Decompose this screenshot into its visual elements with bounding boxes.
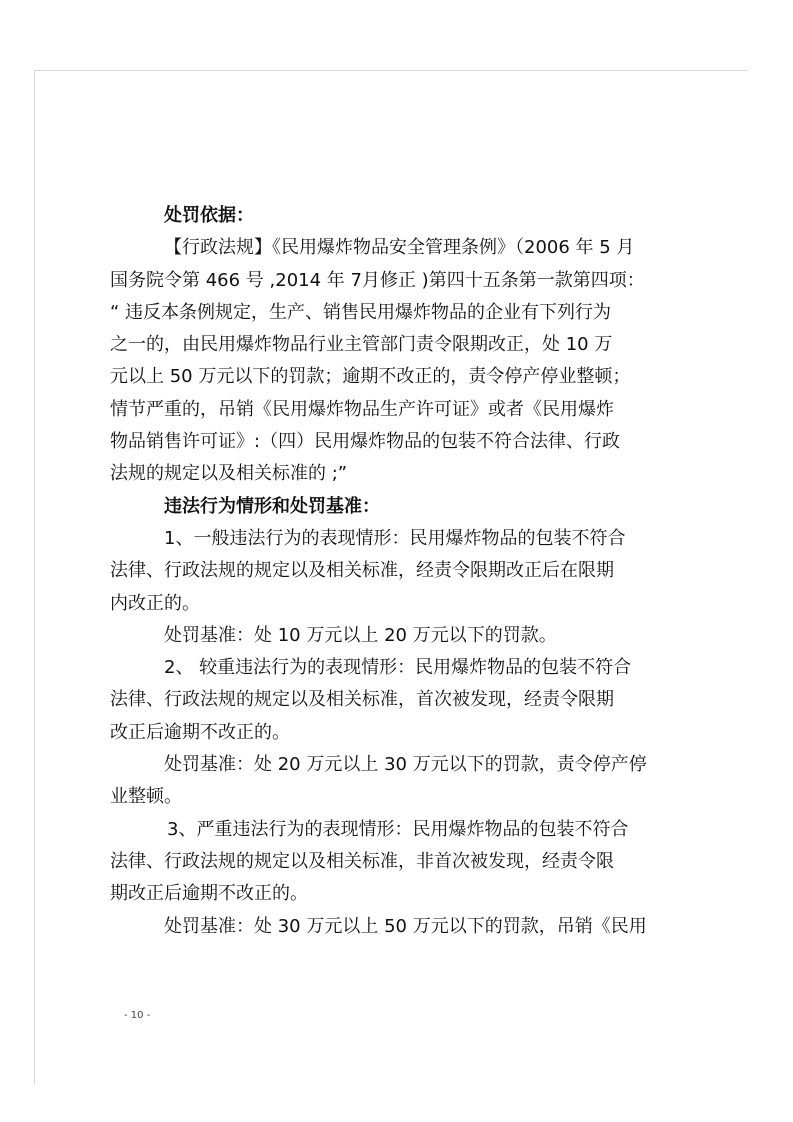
paragraph-line: 法律、行政法规的规定以及相关标准，经责令限期改正后在限期	[110, 560, 614, 582]
paragraph-line: 期改正后逾期不改正的。	[110, 883, 308, 905]
page-border-top	[34, 70, 748, 71]
paragraph-line: 法规的规定以及相关标准的 ;”	[110, 463, 348, 485]
paragraph-line: 之一的，由民用爆炸物品行业主管部门责令限期改正，处 10 万	[110, 334, 613, 356]
paragraph-line: 【行政法规】《民用爆炸物品安全管理条例》（2006 年 5 月	[164, 237, 635, 259]
paragraph-line: 处罚基准：处 30 万元以上 50 万元以下的罚款，吊销《民用	[164, 915, 647, 937]
paragraph-line: 3、严重违法行为的表现情形：民用爆炸物品的包装不符合	[167, 818, 629, 840]
paragraph-line: 国务院令第 466 号 ,2014 年 7月修正 )第四十五条第一款第四项：	[110, 269, 645, 291]
paragraph-line: 内改正的。	[110, 592, 200, 614]
paragraph-line: 业整顿。	[110, 786, 182, 808]
paragraph-line: 1、一般违法行为的表现情形：民用爆炸物品的包装不符合	[164, 527, 626, 549]
paragraph-line: 处罚基准：处 10 万元以上 20 万元以下的罚款。	[164, 624, 557, 646]
paragraph-line: “ 违反本条例规定，生产、销售民用爆炸物品的企业有下列行为	[110, 301, 612, 323]
paragraph-line: 2、 较重违法行为的表现情形：民用爆炸物品的包装不符合	[164, 657, 632, 679]
paragraph-line: 元以上 50 万元以下的罚款；逾期不改正的，责令停产停业整顿；	[110, 366, 631, 388]
section-heading-basis: 处罚依据：	[164, 205, 254, 226]
paragraph-line: 处罚基准：处 20 万元以上 30 万元以下的罚款，责令停产停	[164, 754, 647, 776]
page-border-left	[34, 70, 35, 1085]
page-number: - 10 -	[124, 1010, 151, 1021]
paragraph-line: 物品销售许可证》:（四）民用爆炸物品的包装不符合法律、行政	[110, 431, 621, 453]
paragraph-line: 情节严重的，吊销《民用爆炸物品生产许可证》或者《民用爆炸	[110, 398, 614, 420]
document-body	[110, 200, 662, 943]
paragraph-line: 法律、行政法规的规定以及相关标准，首次被发现，经责令限期	[110, 689, 614, 711]
paragraph-line: 法律、行政法规的规定以及相关标准，非首次被发现，经责令限	[110, 850, 614, 872]
paragraph-line: 改正后逾期不改正的。	[110, 721, 290, 743]
section-heading-standards: 违法行为情形和处罚基准：	[164, 495, 380, 517]
